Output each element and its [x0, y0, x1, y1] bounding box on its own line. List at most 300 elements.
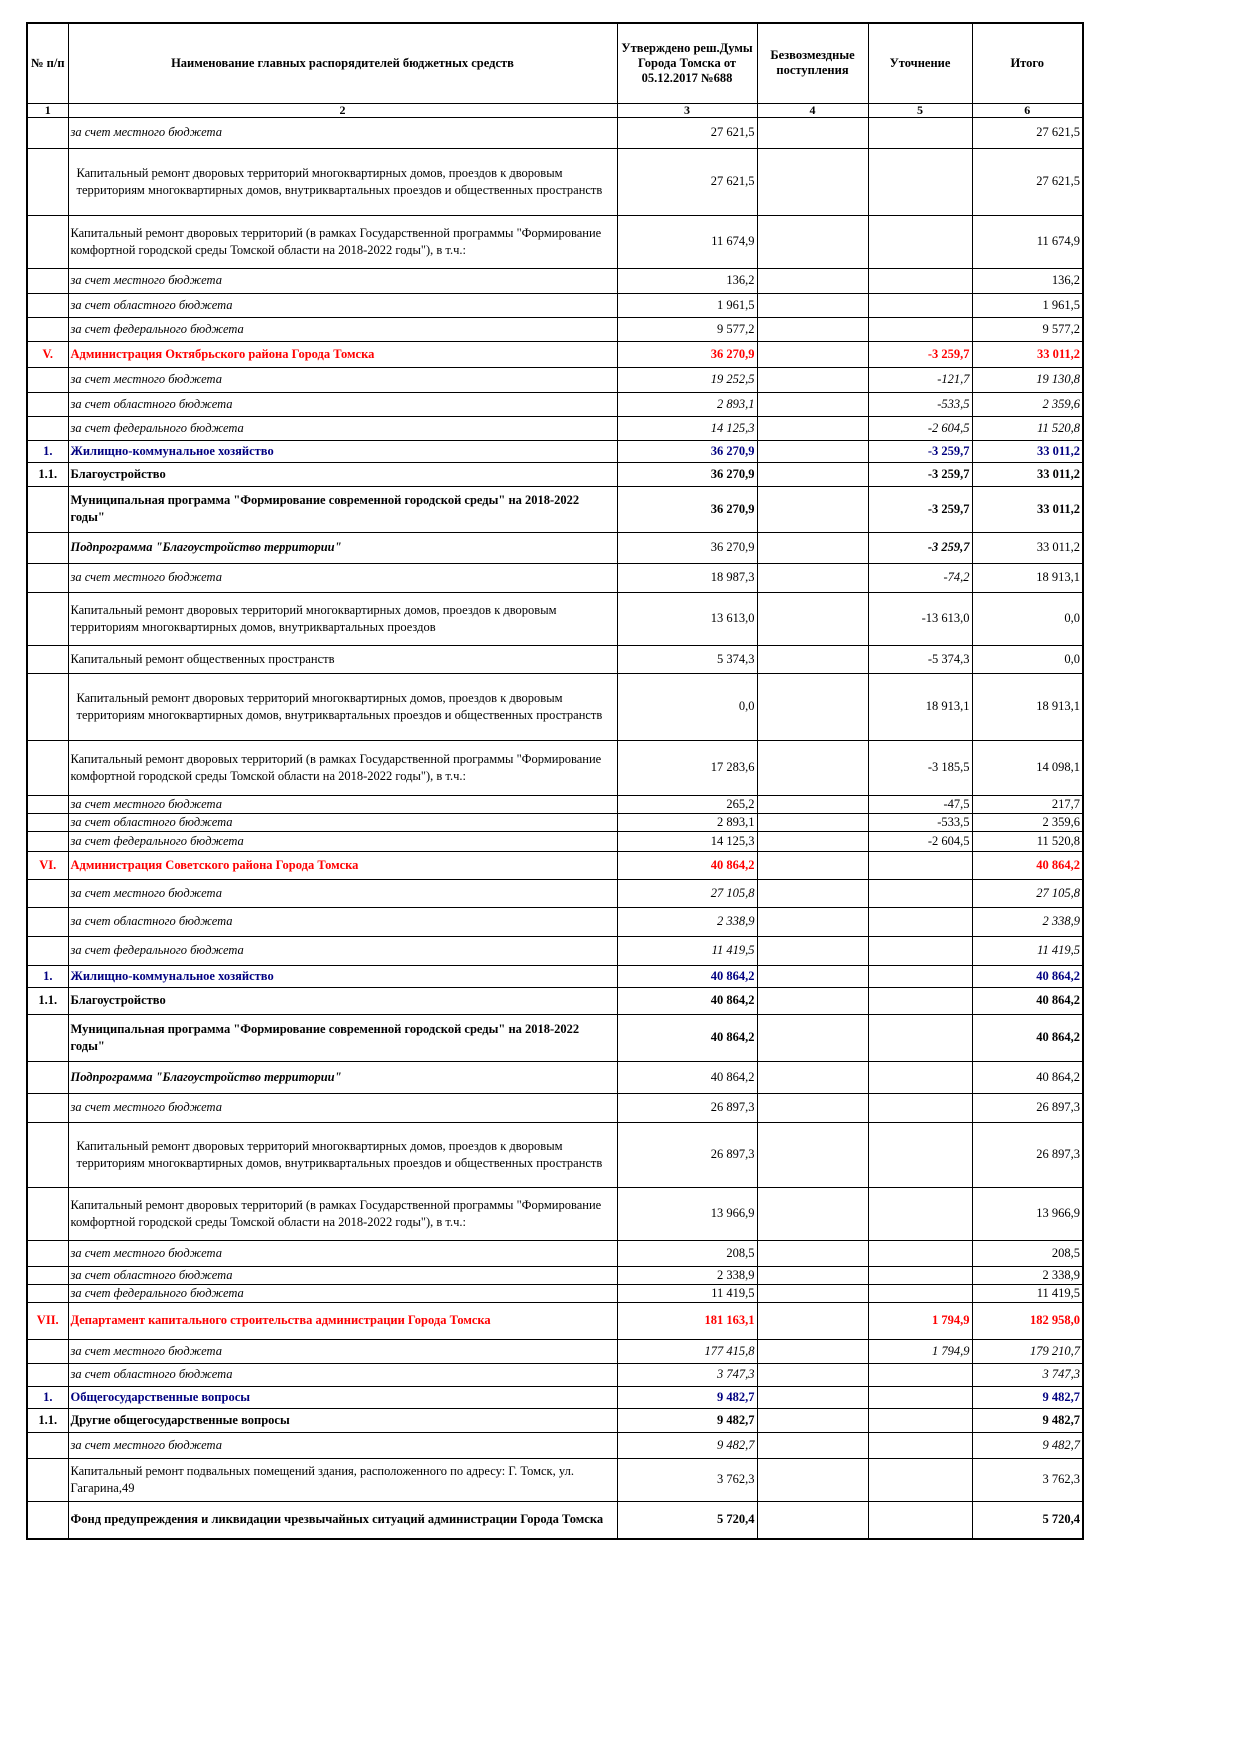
row-name: за счет федерального бюджета: [68, 831, 617, 851]
clarification-value: -2 604,5: [868, 831, 972, 851]
row-number: 1.1.: [27, 987, 68, 1014]
gratuitous-value: [757, 532, 868, 563]
gratuitous-value: [757, 367, 868, 392]
row-name: Фонд предупреждения и ликвидации чрезвычайных ситуаций администрации Города Томска: [68, 1501, 617, 1539]
row-name: Жилищно-коммунальное хозяйство: [68, 440, 617, 462]
table-row: [27, 268, 1083, 293]
approved-value: 40 864,2: [617, 851, 757, 879]
gratuitous-value: [757, 1122, 868, 1187]
gratuitous-value: [757, 341, 868, 367]
approved-value: 19 252,5: [617, 367, 757, 392]
gratuitous-value: [757, 645, 868, 673]
row-name: за счет местного бюджета: [68, 367, 617, 392]
total-value: 179 210,7: [972, 1339, 1083, 1363]
clarification-value: [868, 936, 972, 965]
row-name: за счет местного бюджета: [68, 268, 617, 293]
gratuitous-value: [757, 1284, 868, 1302]
clarification-value: [868, 1432, 972, 1458]
total-value: 2 338,9: [972, 907, 1083, 936]
gratuitous-value: [757, 987, 868, 1014]
row-number: [27, 392, 68, 416]
table-row: [27, 965, 1083, 987]
gratuitous-value: [757, 1386, 868, 1408]
approved-value: 18 987,3: [617, 563, 757, 592]
clarification-value: [868, 1093, 972, 1122]
total-value: 27 621,5: [972, 148, 1083, 215]
table-row: [27, 879, 1083, 907]
total-value: 40 864,2: [972, 851, 1083, 879]
total-value: 33 011,2: [972, 440, 1083, 462]
row-number: [27, 486, 68, 532]
table-row: [27, 936, 1083, 965]
approved-value: 5 720,4: [617, 1501, 757, 1539]
gratuitous-value: [757, 462, 868, 486]
total-value: 182 958,0: [972, 1302, 1083, 1339]
row-name: Капитальный ремонт дворовых территорий многоквартирных домов, проездов к дворовым территориям многоквартирных домов, внутриквартальных проездов и общественных пространств: [68, 148, 617, 215]
table-row: [27, 486, 1083, 532]
table-row: [27, 1386, 1083, 1408]
row-number: [27, 416, 68, 440]
row-number: [27, 592, 68, 645]
gratuitous-value: [757, 416, 868, 440]
approved-value: 36 270,9: [617, 486, 757, 532]
clarification-value: [868, 1187, 972, 1240]
table-row: [27, 592, 1083, 645]
row-number: [27, 831, 68, 851]
clarification-value: -13 613,0: [868, 592, 972, 645]
column-number: 5: [868, 103, 972, 117]
row-number: 1.1.: [27, 462, 68, 486]
header-row: [27, 23, 1083, 103]
gratuitous-value: [757, 1187, 868, 1240]
gratuitous-value: [757, 148, 868, 215]
gratuitous-value: [757, 936, 868, 965]
gratuitous-value: [757, 907, 868, 936]
gratuitous-value: [757, 965, 868, 987]
clarification-value: [868, 1501, 972, 1539]
clarification-value: -533,5: [868, 392, 972, 416]
gratuitous-value: [757, 813, 868, 831]
approved-value: 40 864,2: [617, 965, 757, 987]
approved-value: 177 415,8: [617, 1339, 757, 1363]
table-row: [27, 367, 1083, 392]
row-number: [27, 293, 68, 317]
table-row: [27, 1302, 1083, 1339]
row-number: [27, 1501, 68, 1539]
approved-value: 9 577,2: [617, 317, 757, 341]
row-number: [27, 1014, 68, 1061]
table-row: [27, 1284, 1083, 1302]
clarification-value: [868, 879, 972, 907]
total-value: 0,0: [972, 645, 1083, 673]
row-name: Капитальный ремонт дворовых территорий многоквартирных домов, проездов к дворовым территориям многоквартирных домов, внутриквартальных проездов: [68, 592, 617, 645]
total-value: 208,5: [972, 1240, 1083, 1266]
table-row: [27, 293, 1083, 317]
total-value: 33 011,2: [972, 486, 1083, 532]
approved-value: 9 482,7: [617, 1386, 757, 1408]
total-value: 33 011,2: [972, 462, 1083, 486]
clarification-value: -3 259,7: [868, 341, 972, 367]
row-name: за счет местного бюджета: [68, 563, 617, 592]
gratuitous-value: [757, 1061, 868, 1093]
gratuitous-value: [757, 795, 868, 813]
row-name: за счет местного бюджета: [68, 1432, 617, 1458]
row-number: VI.: [27, 851, 68, 879]
clarification-value: [868, 1363, 972, 1386]
table-row: [27, 673, 1083, 740]
gratuitous-value: [757, 440, 868, 462]
table-row: [27, 987, 1083, 1014]
approved-value: 2 338,9: [617, 907, 757, 936]
column-number: 1: [27, 103, 68, 117]
row-name: за счет областного бюджета: [68, 1266, 617, 1284]
approved-value: 136,2: [617, 268, 757, 293]
header-number: № п/п: [27, 23, 68, 103]
clarification-value: 1 794,9: [868, 1339, 972, 1363]
total-value: 3 762,3: [972, 1458, 1083, 1501]
gratuitous-value: [757, 831, 868, 851]
total-value: 27 621,5: [972, 117, 1083, 148]
clarification-value: [868, 1014, 972, 1061]
table-row: [27, 907, 1083, 936]
clarification-value: [868, 1061, 972, 1093]
row-name: за счет областного бюджета: [68, 907, 617, 936]
approved-value: 3 762,3: [617, 1458, 757, 1501]
row-number: 1.1.: [27, 1408, 68, 1432]
gratuitous-value: [757, 592, 868, 645]
column-number: 2: [68, 103, 617, 117]
row-number: [27, 1339, 68, 1363]
total-value: 2 359,6: [972, 392, 1083, 416]
table-row: [27, 1122, 1083, 1187]
header-total: Итого: [972, 23, 1083, 103]
gratuitous-value: [757, 673, 868, 740]
total-value: 1 961,5: [972, 293, 1083, 317]
clarification-value: [868, 317, 972, 341]
header-approved: Утверждено реш.Думы Города Томска от 05.12.2017 №688: [617, 23, 757, 103]
row-number: [27, 117, 68, 148]
row-name: за счет федерального бюджета: [68, 317, 617, 341]
clarification-value: [868, 1408, 972, 1432]
row-number: [27, 1240, 68, 1266]
row-number: [27, 563, 68, 592]
row-name: Капитальный ремонт дворовых территорий (в рамках Государственной программы "Формирование комфортной городской среды Томской области на 2018-2022 годы"), в т.ч.:: [68, 215, 617, 268]
table-row: [27, 1061, 1083, 1093]
total-value: 40 864,2: [972, 965, 1083, 987]
table-row: [27, 831, 1083, 851]
approved-value: 36 270,9: [617, 440, 757, 462]
approved-value: 27 621,5: [617, 117, 757, 148]
table-row: [27, 1432, 1083, 1458]
table-row: [27, 563, 1083, 592]
approved-value: 13 613,0: [617, 592, 757, 645]
total-value: 26 897,3: [972, 1122, 1083, 1187]
table-row: [27, 795, 1083, 813]
table-row: [27, 532, 1083, 563]
total-value: 9 577,2: [972, 317, 1083, 341]
row-number: [27, 1122, 68, 1187]
row-name: Администрация Октябрьского района Города Томска: [68, 341, 617, 367]
header-clarification: Уточнение: [868, 23, 972, 103]
clarification-value: -74,2: [868, 563, 972, 592]
column-number: 4: [757, 103, 868, 117]
row-number: [27, 1187, 68, 1240]
row-number: [27, 673, 68, 740]
gratuitous-value: [757, 1458, 868, 1501]
gratuitous-value: [757, 1240, 868, 1266]
row-name: за счет местного бюджета: [68, 1339, 617, 1363]
total-value: 18 913,1: [972, 563, 1083, 592]
total-value: 0,0: [972, 592, 1083, 645]
total-value: 9 482,7: [972, 1386, 1083, 1408]
row-number: [27, 1363, 68, 1386]
row-number: [27, 879, 68, 907]
gratuitous-value: [757, 268, 868, 293]
row-number: VII.: [27, 1302, 68, 1339]
total-value: 136,2: [972, 268, 1083, 293]
row-number: [27, 1458, 68, 1501]
gratuitous-value: [757, 1432, 868, 1458]
gratuitous-value: [757, 740, 868, 795]
table-row: [27, 1240, 1083, 1266]
total-value: 14 098,1: [972, 740, 1083, 795]
row-number: [27, 1266, 68, 1284]
approved-value: 181 163,1: [617, 1302, 757, 1339]
total-value: 9 482,7: [972, 1432, 1083, 1458]
approved-value: 40 864,2: [617, 1061, 757, 1093]
table-row: [27, 392, 1083, 416]
header-gratuitous: Безвозмездные поступления: [757, 23, 868, 103]
clarification-value: -2 604,5: [868, 416, 972, 440]
clarification-value: [868, 987, 972, 1014]
clarification-value: 1 794,9: [868, 1302, 972, 1339]
table-row: [27, 1408, 1083, 1432]
row-name: Департамент капитального строительства администрации Города Томска: [68, 1302, 617, 1339]
clarification-value: -47,5: [868, 795, 972, 813]
table-row: [27, 1187, 1083, 1240]
clarification-value: [868, 148, 972, 215]
approved-value: 26 897,3: [617, 1093, 757, 1122]
total-value: 40 864,2: [972, 1061, 1083, 1093]
gratuitous-value: [757, 293, 868, 317]
gratuitous-value: [757, 317, 868, 341]
clarification-value: -5 374,3: [868, 645, 972, 673]
table-row: [27, 341, 1083, 367]
total-value: 9 482,7: [972, 1408, 1083, 1432]
row-name: Благоустройство: [68, 462, 617, 486]
table-row: [27, 117, 1083, 148]
approved-value: 5 374,3: [617, 645, 757, 673]
table-row: [27, 1363, 1083, 1386]
approved-value: 27 621,5: [617, 148, 757, 215]
table-row: [27, 851, 1083, 879]
row-number: 1.: [27, 440, 68, 462]
total-value: 40 864,2: [972, 987, 1083, 1014]
gratuitous-value: [757, 851, 868, 879]
column-number: 3: [617, 103, 757, 117]
approved-value: 2 893,1: [617, 813, 757, 831]
row-name: за счет федерального бюджета: [68, 936, 617, 965]
table-row: [27, 1266, 1083, 1284]
clarification-value: [868, 1458, 972, 1501]
clarification-value: -3 259,7: [868, 486, 972, 532]
table-row: [27, 317, 1083, 341]
total-value: 13 966,9: [972, 1187, 1083, 1240]
row-name: Капитальный ремонт подвальных помещений здания, расположенного по адресу: Г. Томск, ул. Гагарина,49: [68, 1458, 617, 1501]
clarification-value: [868, 1266, 972, 1284]
total-value: 33 011,2: [972, 532, 1083, 563]
row-number: [27, 1093, 68, 1122]
gratuitous-value: [757, 1339, 868, 1363]
gratuitous-value: [757, 117, 868, 148]
row-name: Подпрограмма "Благоустройство территории": [68, 1061, 617, 1093]
row-number: [27, 1061, 68, 1093]
total-value: 27 105,8: [972, 879, 1083, 907]
gratuitous-value: [757, 1014, 868, 1061]
clarification-value: [868, 965, 972, 987]
row-name: за счет областного бюджета: [68, 1363, 617, 1386]
total-value: 26 897,3: [972, 1093, 1083, 1122]
approved-value: 208,5: [617, 1240, 757, 1266]
clarification-value: [868, 215, 972, 268]
row-number: [27, 795, 68, 813]
approved-value: 14 125,3: [617, 831, 757, 851]
row-number: [27, 215, 68, 268]
total-value: 11 674,9: [972, 215, 1083, 268]
row-name: за счет местного бюджета: [68, 1240, 617, 1266]
row-name: за счет областного бюджета: [68, 392, 617, 416]
approved-value: 9 482,7: [617, 1408, 757, 1432]
table-row: [27, 1093, 1083, 1122]
table-body: [27, 117, 1083, 1539]
row-name: Общегосударственные вопросы: [68, 1386, 617, 1408]
total-value: 3 747,3: [972, 1363, 1083, 1386]
table-row: [27, 462, 1083, 486]
total-value: 11 520,8: [972, 831, 1083, 851]
clarification-value: -3 185,5: [868, 740, 972, 795]
approved-value: 17 283,6: [617, 740, 757, 795]
header-name: Наименование главных распорядителей бюджетных средств: [68, 23, 617, 103]
clarification-value: [868, 268, 972, 293]
row-name: Капитальный ремонт дворовых территорий (в рамках Государственной программы "Формирование комфортной городской среды Томской области на 2018-2022 годы"), в т.ч.:: [68, 740, 617, 795]
row-name: за счет федерального бюджета: [68, 416, 617, 440]
table-row: [27, 1458, 1083, 1501]
row-name: Муниципальная программа "Формирование современной городской среды" на 2018-2022 годы": [68, 1014, 617, 1061]
gratuitous-value: [757, 215, 868, 268]
row-number: 1.: [27, 1386, 68, 1408]
table-row: [27, 1014, 1083, 1061]
total-value: 33 011,2: [972, 341, 1083, 367]
table-row: [27, 416, 1083, 440]
clarification-value: -121,7: [868, 367, 972, 392]
clarification-value: [868, 117, 972, 148]
total-value: 217,7: [972, 795, 1083, 813]
approved-value: 265,2: [617, 795, 757, 813]
approved-value: 2 338,9: [617, 1266, 757, 1284]
approved-value: 11 419,5: [617, 936, 757, 965]
row-number: [27, 268, 68, 293]
approved-value: 9 482,7: [617, 1432, 757, 1458]
total-value: 11 419,5: [972, 1284, 1083, 1302]
approved-value: 40 864,2: [617, 987, 757, 1014]
approved-value: 13 966,9: [617, 1187, 757, 1240]
total-value: 11 520,8: [972, 416, 1083, 440]
row-name: за счет областного бюджета: [68, 813, 617, 831]
row-number: [27, 645, 68, 673]
table-row: [27, 148, 1083, 215]
row-name: Муниципальная программа "Формирование современной городской среды" на 2018-2022 годы": [68, 486, 617, 532]
total-value: 18 913,1: [972, 673, 1083, 740]
row-number: [27, 367, 68, 392]
gratuitous-value: [757, 1501, 868, 1539]
column-number: 6: [972, 103, 1083, 117]
row-name: Капитальный ремонт общественных пространств: [68, 645, 617, 673]
total-value: 5 720,4: [972, 1501, 1083, 1539]
row-number: [27, 936, 68, 965]
clarification-value: 18 913,1: [868, 673, 972, 740]
table-row: [27, 645, 1083, 673]
row-number: [27, 317, 68, 341]
row-name: Капитальный ремонт дворовых территорий (в рамках Государственной программы "Формирование комфортной городской среды Томской области на 2018-2022 годы"), в т.ч.:: [68, 1187, 617, 1240]
approved-value: 1 961,5: [617, 293, 757, 317]
clarification-value: [868, 851, 972, 879]
approved-value: 14 125,3: [617, 416, 757, 440]
row-name: Жилищно-коммунальное хозяйство: [68, 965, 617, 987]
approved-value: 40 864,2: [617, 1014, 757, 1061]
row-number: [27, 740, 68, 795]
gratuitous-value: [757, 1408, 868, 1432]
clarification-value: -3 259,7: [868, 440, 972, 462]
row-name: за счет местного бюджета: [68, 879, 617, 907]
row-name: за счет областного бюджета: [68, 293, 617, 317]
gratuitous-value: [757, 563, 868, 592]
approved-value: 27 105,8: [617, 879, 757, 907]
row-number: [27, 1284, 68, 1302]
table-row: [27, 813, 1083, 831]
gratuitous-value: [757, 879, 868, 907]
row-name: за счет федерального бюджета: [68, 1284, 617, 1302]
table-row: [27, 440, 1083, 462]
table-row: [27, 215, 1083, 268]
approved-value: 36 270,9: [617, 532, 757, 563]
gratuitous-value: [757, 1363, 868, 1386]
total-value: 2 338,9: [972, 1266, 1083, 1284]
gratuitous-value: [757, 1302, 868, 1339]
gratuitous-value: [757, 1093, 868, 1122]
row-name: Капитальный ремонт дворовых территорий многоквартирных домов, проездов к дворовым территориям многоквартирных домов, внутриквартальных проездов и общественных пространств: [68, 673, 617, 740]
row-name: Капитальный ремонт дворовых территорий многоквартирных домов, проездов к дворовым территориям многоквартирных домов, внутриквартальных проездов и общественных пространств: [68, 1122, 617, 1187]
row-name: Другие общегосударственные вопросы: [68, 1408, 617, 1432]
total-value: 11 419,5: [972, 936, 1083, 965]
row-name: за счет местного бюджета: [68, 1093, 617, 1122]
clarification-value: -3 259,7: [868, 532, 972, 563]
clarification-value: [868, 1240, 972, 1266]
approved-value: 26 897,3: [617, 1122, 757, 1187]
total-value: 40 864,2: [972, 1014, 1083, 1061]
total-value: 2 359,6: [972, 813, 1083, 831]
row-number: [27, 1432, 68, 1458]
row-number: 1.: [27, 965, 68, 987]
clarification-value: [868, 1122, 972, 1187]
row-number: [27, 532, 68, 563]
table-row: [27, 1501, 1083, 1539]
row-number: V.: [27, 341, 68, 367]
approved-value: 3 747,3: [617, 1363, 757, 1386]
approved-value: 0,0: [617, 673, 757, 740]
table-row: [27, 740, 1083, 795]
row-name: Благоустройство: [68, 987, 617, 1014]
clarification-value: [868, 1284, 972, 1302]
